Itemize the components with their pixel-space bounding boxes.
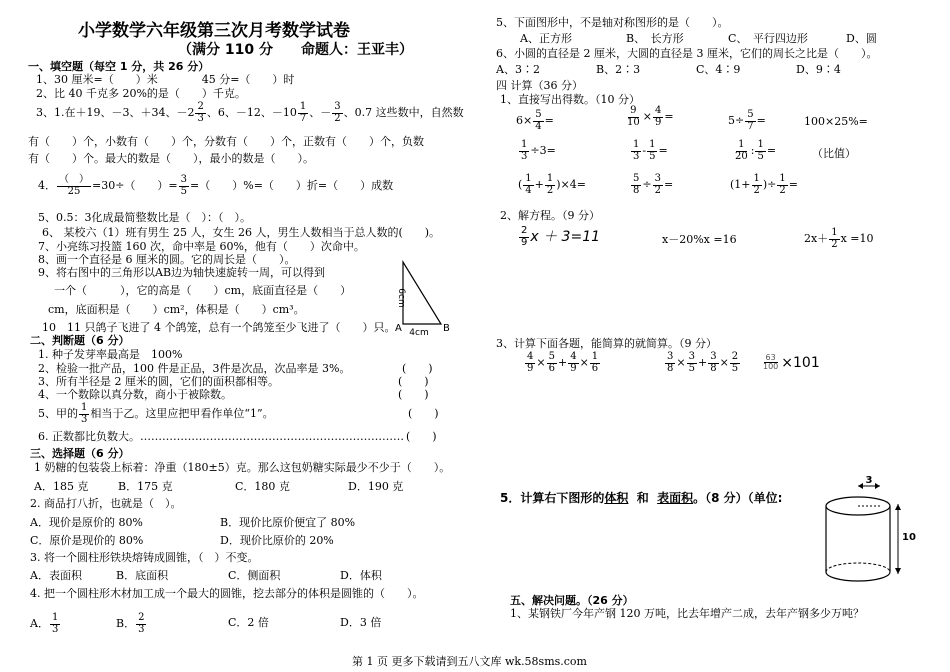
calc-1-4: 100×25%= (804, 115, 868, 128)
choice-2-opt-d: D．现价比原价的 20% (220, 534, 334, 547)
triangle-figure (385, 258, 457, 340)
judge-5-paren: ( ) (408, 407, 439, 420)
choice-4-opt-b: B． $\frac{2}{3}$ (116, 612, 145, 635)
choice-2-opt-c: C．原价是现价的 80% (30, 534, 144, 547)
choice-2-opt-a: A．现价是原价的 80% (30, 516, 143, 529)
question-1-10: 10 11 只鸽子飞进了 4 个鸽笼，总有一个鸽笼至少飞进了（ ）只。 (42, 321, 396, 334)
cylinder-figure (818, 474, 918, 592)
question-1-3-line2: 有（ ）个，小数有（ ）个，分数有（ ）个，正数有（ ）个，负数 (28, 135, 424, 148)
calc-3-3: (1+ $\frac{1}{2}$ )÷ $\frac{1}{2}$ = (730, 173, 798, 196)
choice-3: 3. 将一个圆柱形铁块熔铸成圆锥，（ ）不变。 (30, 551, 259, 564)
question-1-9-line3: cm，底面积是（ ）cm²，体积是（ ）cm³。 (48, 303, 305, 316)
question-1-1: 1、30 厘米=（ ）米 45 分=（ ）时 (36, 73, 295, 86)
equation-2: x－20%x =16 (662, 233, 737, 246)
choice-2: 2. 商品打八折，也就是（ ）。 (30, 497, 182, 510)
question-1-3-line3: 有（ ）个。最大的数是（ ），最小的数是（ ）。 (28, 152, 314, 165)
section-3-heading: 三、选择题（6 分） (30, 447, 130, 460)
choice-4-opt-a: A． $\frac{1}{3}$ (30, 612, 59, 635)
page-subtitle: （满分 110 分 命题人：王亚丰） (178, 42, 413, 58)
section-4-heading: 四 计算（36 分） (496, 79, 583, 92)
simplify-1: $\frac{4}{9}$ × $\frac{5}{6}$ + $\frac{4}{9}$ × $\frac{1}{6}$ (527, 351, 599, 374)
calc-1-1: 6× $\frac{5}{4}$ = (516, 109, 554, 132)
choice-3-opt-d: D．体积 (340, 569, 382, 582)
triangle-vertex-a: A (395, 323, 402, 334)
calc-2-1: $\frac{1}{3}$ ÷3= (521, 139, 556, 162)
simplify-3: $\frac{63}{100}$ ×101 (763, 353, 820, 372)
choice-6: 6、小圆的直径是 2 厘米，大圆的直径是 3 厘米，它们的周长之比是（ ）。 (496, 47, 878, 60)
calc-2-4: （比值） (812, 147, 856, 160)
judge-2: 2、检验一批产品，100 件是正品，3件是次品，次品率是 3%。 (38, 362, 351, 375)
choice-5-opt-c: C、 平行四边形 (728, 32, 808, 45)
calc-part-3: 3、计算下面各题，能简算的就简算。（9 分） (496, 337, 717, 350)
choice-1-opt-c: C．180 克 (235, 480, 290, 493)
choice-4: 4. 把一个圆柱形木材加工成一个最大的圆锥，挖去部分的体积是圆锥的（ ）。 (30, 587, 424, 600)
question-1-3: 3、1.在＋19、－3、＋34、－2 $\frac{2}{3}$ 、6、－12、－10 $\frac{1}{7}$ 、－ $\frac{3}{2}$ 、0.7 这些数中，自然数 (36, 101, 464, 124)
triangle-base-label: 4cm (409, 328, 429, 338)
section-2-heading: 二、判断题（6 分） (30, 334, 130, 347)
calc-1-2: $\frac{9}{10}$ × $\frac{4}{9}$ = (627, 105, 674, 128)
cylinder-bottom (826, 572, 890, 581)
choice-3-opt-a: A．表面积 (30, 569, 82, 582)
choice-5-opt-a: A、正方形 (520, 32, 572, 45)
question-1-2: 2、比 40 千克多 20%的是（ ）千克。 (36, 87, 246, 100)
choice-5: 5、下面图形中，不是轴对称图形的是（ ）。 (496, 16, 729, 29)
judge-6: 6. 正数都比负数大。……………………………………………………………… (38, 430, 404, 443)
choice-5-opt-b: B、 长方形 (626, 32, 684, 45)
choice-1-opt-d: D．190 克 (348, 480, 404, 493)
question-1-9: 9、将右图中的三角形以AB边为轴快速旋转一周，可以得到 (38, 266, 326, 279)
judge-3: 3、所有半径是 2 厘米的圆，它们的面积都相等。 (38, 375, 279, 388)
judge-5: 5、甲的 $\frac{1}{3}$ 相当于乙。这里应把甲看作单位“1”。 (38, 402, 274, 425)
calc-part-1: 1、直接写出得数。（10 分） (500, 93, 640, 106)
simplify-2: $\frac{3}{8}$ × $\frac{3}{5}$ + $\frac{3}{8}$ × $\frac{2}{5}$ (667, 351, 739, 374)
choice-6-opt-b: B、2∶3 (596, 63, 641, 76)
triangle-vertex-b: B (443, 323, 450, 334)
question-1-9-line2: 一个（ ），它的高是（ ）cm，底面直径是（ ） (54, 284, 352, 297)
page-footer: 第 1 页 更多下载请到五八文库 wk.58sms.com (352, 655, 587, 668)
choice-6-opt-a: A、3∶2 (496, 63, 540, 76)
triangle-shape (403, 262, 441, 324)
cylinder-radius-label: 3 (865, 475, 873, 486)
judge-4: 4、一个数除以真分数，商小于被除数。 (38, 388, 232, 401)
choice-6-opt-d: D、9∶4 (796, 63, 841, 76)
section-5-heading: 五、解决问题。（26 分） (510, 594, 634, 607)
triangle-height-label: 6cm (396, 288, 406, 308)
calc-2-2: $\frac{1}{3}$ - $\frac{1}{5}$ = (633, 139, 668, 162)
geometry-question: 5．计算右下图形的体积 和 表面积。（8 分）（单位: (500, 491, 783, 505)
choice-1-opt-a: A．185 克 (34, 480, 89, 493)
choice-5-opt-d: D、圆 (846, 32, 877, 45)
choice-3-opt-b: B．底面积 (116, 569, 169, 582)
question-1-8: 8、画一个直径是 6 厘米的圆。它的周长是（ ）。 (38, 253, 296, 266)
choice-4-opt-c: C．2 倍 (228, 616, 269, 629)
choice-4-opt-d: D．3 倍 (340, 616, 382, 629)
calc-1-3: 5÷ $\frac{5}{7}$ = (728, 109, 766, 132)
calc-2-3: $\frac{1}{20}$ : $\frac{1}{5}$ = (735, 139, 777, 162)
judge-1: 1. 种子发芽率最高是 100% (38, 348, 183, 361)
judge-2-paren: ( ) (402, 362, 433, 375)
calc-3-2: $\frac{5}{8}$ ÷ $\frac{3}{2}$ = (633, 173, 674, 196)
calc-part-2: 2、解方程。（9 分） (500, 209, 600, 222)
choice-1: 1 奶糖的包装袋上标着：净重（180±5）克。那么这包奶糖实际最少不少于（ ）。 (34, 461, 451, 474)
section-1-heading: 一、填空题（每空 1 分，共 26 分） (28, 60, 210, 73)
page-title: 小学数学六年级第三次月考数学试卷 (78, 21, 350, 41)
choice-2-opt-b: B．现价比原价便宜了 80% (220, 516, 356, 529)
judge-4-paren: ( ) (398, 388, 429, 401)
problem-1: 1、某钢铁厂今年产钢 120 万吨，比去年增产二成，去年产钢多少万吨？ (510, 607, 864, 620)
equation-1: $\frac{2}{9}$ x ＋ 3=11 (521, 225, 601, 248)
choice-1-opt-b: B．175 克 (118, 480, 173, 493)
question-1-6: 6、 某校六（1）班有男生 25 人，女生 26 人，男生人数相当于总人数的( )。 (42, 226, 441, 239)
calc-3-1: ( $\frac{1}{4}$ + $\frac{1}{2}$ )×4= (518, 173, 586, 196)
equation-3: 2x＋ $\frac{1}{2}$ x =10 (804, 227, 874, 250)
judge-6-paren: ( ) (406, 430, 437, 443)
cylinder-height-label: 10 (902, 532, 916, 543)
question-1-5: 5、0.5：3化成最简整数比是（ ）：（ ）。 (38, 211, 251, 224)
judge-3-paren: ( ) (398, 375, 429, 388)
choice-3-opt-c: C．侧面积 (228, 569, 281, 582)
question-1-4: 4． $\frac{( )}{25}$ =30÷（ ）= $\frac{3}{5}$ =（ ）%=（ ）折=（ ）成数 (38, 174, 394, 197)
choice-6-opt-c: C、4∶9 (696, 63, 741, 76)
question-1-7: 7、小亮练习投篮 160 次，命中率是 60%，他有（ ）次命中。 (38, 240, 365, 253)
